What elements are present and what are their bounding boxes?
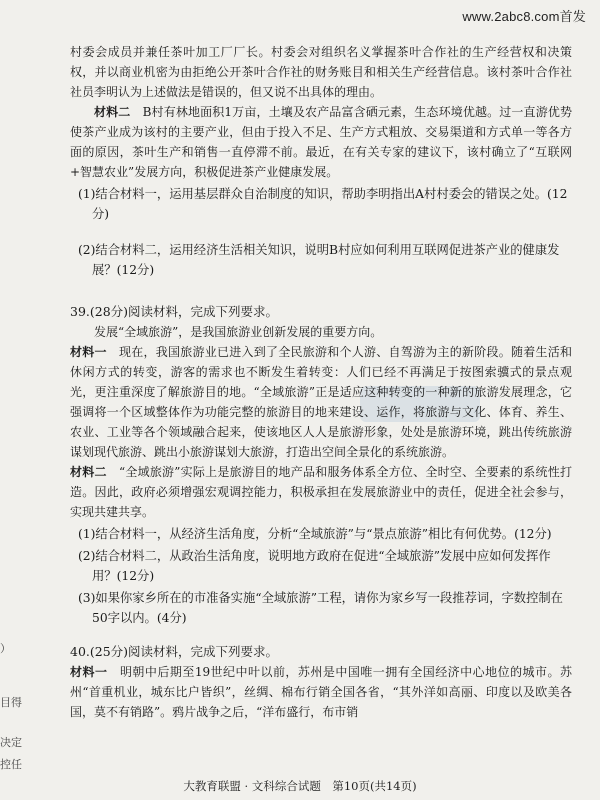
material-label: 材料一 bbox=[70, 665, 108, 679]
margin-fragment: 控任 bbox=[0, 758, 22, 771]
margin-fragment: 决定 bbox=[0, 736, 22, 749]
q40-material-one bbox=[70, 662, 572, 722]
material-one-continued: 村委会成员并兼任茶叶加工厂厂长。村委会对组织名义掌握茶叶合作社的生产经营权和决策权，并以商业机密为由拒绝公开茶叶合作社的财务账目和相关生产经营信息。该村茶叶合作社社员李明认为上述做法是错误的，但又说不出具体的理由。 bbox=[70, 45, 572, 99]
page-content bbox=[70, 42, 572, 722]
material-label: 材料二 bbox=[94, 105, 131, 119]
material-text: “全域旅游”实际上是旅游目的地产品和服务体系全方位、全时空、全要素的系统性打造。因此，政府必须增强宏观调控能力，积极承担在发展旅游业中的责任，促进全社会参与，实现共建共享。 bbox=[70, 465, 572, 519]
material-text: 明朝中后期至19世纪中叶以前，苏州是中国唯一拥有全国经济中心地位的城市。苏州“首重机业，城东比户皆织”，丝绸、棉布行销全国各省，“其外洋如高丽、印度以及欧美各国，莫不有销路”。鸦片战争之后，“洋布盛行，布市销 bbox=[70, 665, 572, 719]
q38-sub1: (1)结合材料一，运用基层群众自治制度的知识，帮助李明指出A村村委会的错误之处。(12分) bbox=[78, 187, 568, 221]
q39-material-two bbox=[70, 462, 572, 522]
q39-sub1: (1)结合材料一，从经济生活角度，分析“全域旅游”与“景点旅游”相比有何优势。(12分) bbox=[78, 527, 552, 541]
q39-material-one bbox=[70, 342, 572, 462]
material-text: 现在，我国旅游业已进入到了全民旅游和个人游、自驾游为主的新阶段。随着生活和休闲方式的转变，游客的需求也不断发生着转变：人们已经不再满足于按图索骥式的景点观光，更注重深度了解旅游目的地。“全域旅游”正是适应这种转变的一种新的旅游发展理念，它强调将一个区域整体作为功能完整的旅游目的地来建设、运作，将旅游与文化、体育、养生、农业、工业等各个领域融合起来，使该地区人人是旅游形象，处处是旅游环境，跳出传统旅游谋划现代旅游、跳出小旅游谋划大旅游，打造出空间全景化的系统旅游。 bbox=[70, 345, 572, 459]
material-label: 材料一 bbox=[70, 345, 107, 359]
q40-heading: 40.(25分)阅读材料，完成下列要求。 bbox=[70, 644, 279, 659]
material-text: B村有林地面积1万亩，土壤及农产品富含硒元素，生态环境优越。过一直游优势使茶产业成为该村的主要产业，但由于投入不足、生产方式粗放、交易渠道和方式单一等各方面的原因，茶叶生产和销售一直停滞不前。最近，在有关专家的建议下，该村确立了“互联网+智慧农业”发展方向，积极促进茶产业健康发展。 bbox=[70, 105, 572, 179]
q38-material-two bbox=[70, 102, 572, 182]
q39-lead: 发展“全域旅游”，是我国旅游业创新发展的重要方向。 bbox=[94, 325, 383, 339]
q39-sub2: (2)结合材料二，从政治生活角度，说明地方政府在促进“全域旅游”发展中应如何发挥作用？(12分) bbox=[78, 549, 551, 583]
site-watermark: www.2abc8.com首发 bbox=[462, 9, 586, 24]
q39-heading: 39.(28分)阅读材料，完成下列要求。 bbox=[70, 304, 279, 319]
margin-fragment: 目得 bbox=[0, 696, 22, 709]
q38-sub2: (2)结合材料二，运用经济生活相关知识，说明B村应如何利用互联网促进茶产业的健康发展？(12分) bbox=[78, 243, 560, 277]
material-label: 材料二 bbox=[70, 465, 107, 479]
q39-sub3: (3)如果你家乡所在的市准备实施“全域旅游”工程，请你为家乡写一段推荐词，字数控制在50字以内。(4分) bbox=[78, 591, 563, 625]
margin-fragment: ） bbox=[0, 642, 11, 655]
page-footer: 大教育联盟 · 文科综合试题 第10页(共14页) bbox=[183, 779, 417, 793]
